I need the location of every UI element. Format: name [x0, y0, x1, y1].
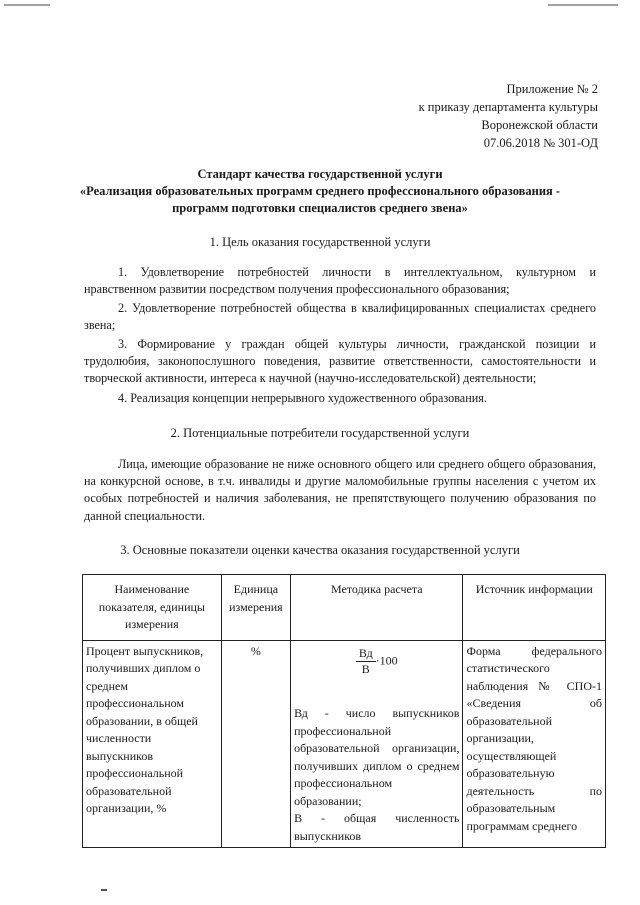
- calculation-formula: [294, 645, 459, 678]
- table-header-name: Наименование показателя, единицы измерения: [83, 575, 222, 641]
- approval-block: [358, 80, 598, 152]
- indicator-name-cell: Процент выпускников, получивших диплом о среднем профессиональном образовании, в общей численности выпускников профессиональной образовательной организации, %: [83, 640, 222, 848]
- quality-indicators-table: [82, 574, 606, 848]
- section-1-item-2: 2. Удовлетворение потребностей общества в квалифицированных специалистах среднего звена;: [84, 301, 596, 333]
- section-1-item-1: 1. Удовлетворение потребностей личности в интеллектуальном, культурном и нравственном развитии посредством получения профессионального образования;: [84, 265, 596, 297]
- scan-artifact-top-right: [548, 4, 618, 6]
- section-1-item-4: 4. Реализация концепции непрерывного художественного образования.: [118, 391, 487, 405]
- scan-artifact-top-left: [4, 4, 50, 6]
- method-definition-2: В - общая численность выпускников: [294, 811, 460, 843]
- table-header-source: Источник информации: [463, 575, 606, 641]
- section-1-heading: 1. Цель оказания государственной услуги: [209, 235, 431, 249]
- section-2-text: Лица, имеющие образование не ниже основного общего или среднего общего образования, на конкурсной основе, в т.ч. инвалиды и другие маломобильные группы населения с учетом их особых потребностей и наличия заболевания, не препятствующего получению образования по данной специальности.: [84, 457, 596, 523]
- formula-numerator: Вд: [356, 646, 376, 662]
- method-definition-1: Вд - число выпускников профессиональной образовательной организации, получивших диплом о среднем профессиональном образовании;: [294, 706, 460, 808]
- title-line-1: Стандарт качества государственной услуги: [197, 167, 443, 181]
- section-2-heading: 2. Потенциальные потребители государственной услуги: [170, 426, 470, 440]
- section-3-heading: 3. Основные показатели оценки качества оказания государственной услуги: [120, 543, 520, 557]
- scan-artifact-bottom: [101, 889, 107, 891]
- formula-multiplier: ·100: [375, 653, 398, 667]
- approval-line-1: Приложение № 2: [506, 82, 598, 96]
- approval-line-4: 07.06.2018 № 301-ОД: [483, 136, 598, 150]
- title-line-2: «Реализация образовательных программ среднего профессионального образования -: [79, 184, 561, 198]
- table-header-method: Методика расчета: [291, 575, 463, 641]
- approval-line-2: к приказу департамента культуры: [418, 100, 598, 114]
- indicator-source-cell: Форма федерального статистического наблюдения № СПО-1 «Сведения об образовательной организации, осуществляющей образовательную деятельность по образовательным программам среднего: [463, 640, 606, 848]
- title-line-3: программ подготовки специалистов среднего звена»: [172, 201, 468, 215]
- indicator-unit-cell: %: [221, 640, 290, 848]
- formula-fraction: [356, 645, 376, 678]
- indicator-method-cell: [291, 640, 463, 848]
- document-title: [40, 166, 600, 217]
- table-header-row: [83, 575, 606, 641]
- table-row: [83, 640, 606, 848]
- formula-denominator: В: [361, 662, 370, 676]
- approval-line-3: Воронежской области: [481, 118, 598, 132]
- section-1-item-3: 3. Формирование у граждан общей культуры личности, гражданской позиции и трудолюбия, законопослушного поведения, развитие ответственности, самостоятельности и творческой активности, интереса к научной (научно-исследовательской) деятельности;: [84, 337, 596, 386]
- table-header-unit: Единица измерения: [221, 575, 290, 641]
